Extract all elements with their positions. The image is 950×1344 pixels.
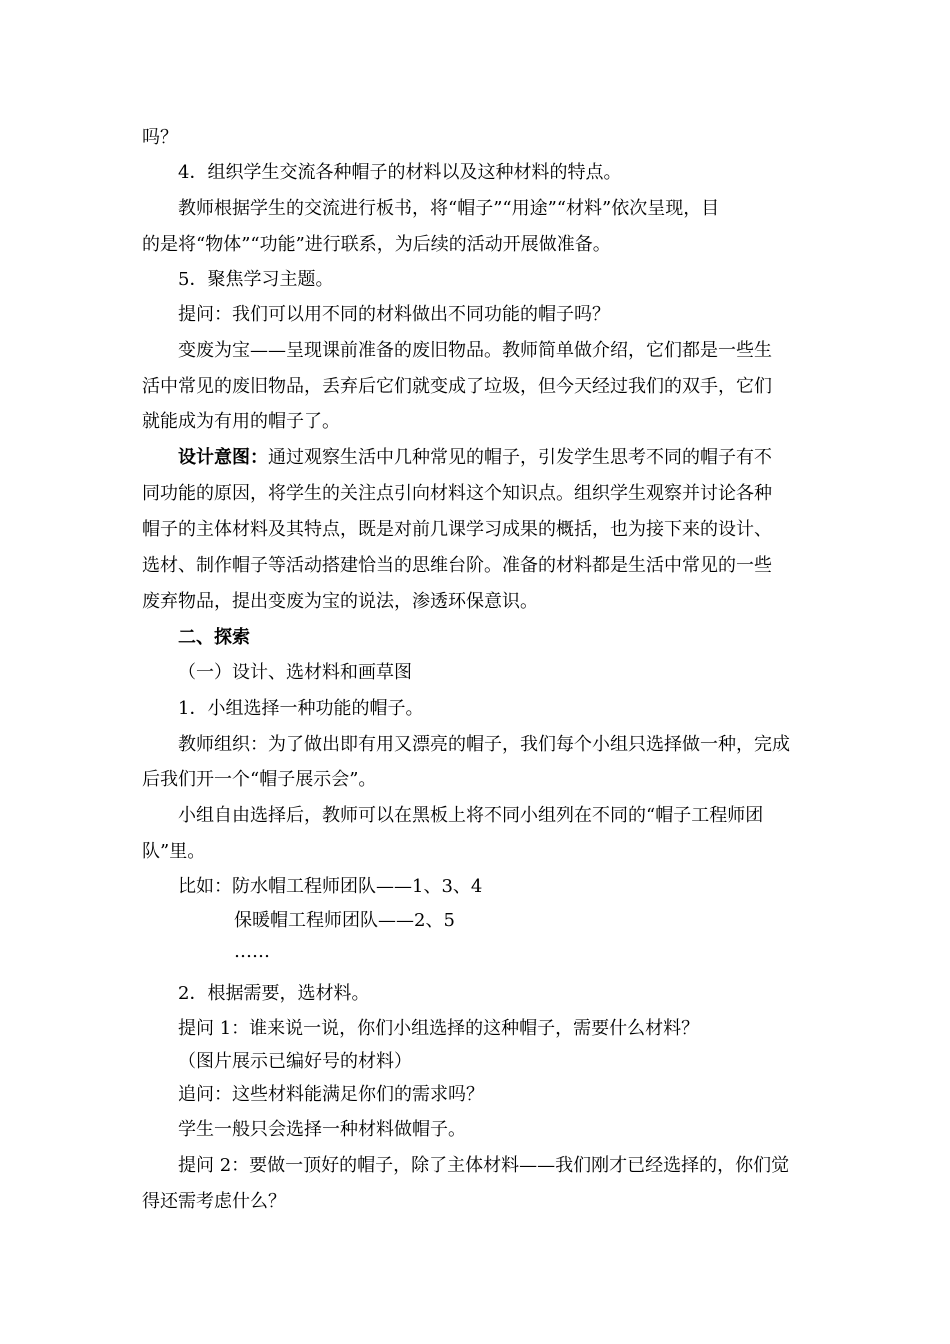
design-intent-text: 通过观察生活中几种常见的帽子，引发学生思考不同的帽子有不 xyxy=(268,447,772,468)
paragraph-line: 废弃物品，提出变废为宝的说法，渗透环保意识。 xyxy=(142,591,538,612)
ellipsis-line: …… xyxy=(234,941,270,962)
paragraph-line: 提问 2：要做一顶好的帽子，除了主体材料——我们刚才已经选择的，你们觉 xyxy=(178,1155,790,1176)
example-line: 保暖帽工程师团队——2、5 xyxy=(234,910,455,931)
paragraph-line: 得还需考虑什么？ xyxy=(142,1191,286,1212)
paragraph-line: 帽子的主体材料及其特点，既是对前几课学习成果的概括，也为接下来的设计、 xyxy=(142,519,772,540)
paragraph-line: 提问：我们可以用不同的材料做出不同功能的帽子吗？ xyxy=(178,304,610,325)
paragraph-line: 活中常见的废旧物品，丢弃后它们就变成了垃圾，但今天经过我们的双手，它们 xyxy=(142,376,772,397)
paragraph-line: 后我们开一个“帽子展示会”。 xyxy=(142,769,377,790)
paragraph-line: 5．聚焦学习主题。 xyxy=(178,269,334,290)
paragraph-line: 的是将“物体”“功能”进行联系，为后续的活动开展做准备。 xyxy=(142,234,611,255)
paragraph-line: （图片展示已编好号的材料） xyxy=(178,1051,412,1072)
paragraph-line: 队”里。 xyxy=(142,841,206,862)
paragraph-line: 学生一般只会选择一种材料做帽子。 xyxy=(178,1119,466,1140)
paragraph-line: 选材、制作帽子等活动搭建恰当的思维台阶。准备的材料都是生活中常见的一些 xyxy=(142,555,772,576)
paragraph-line: 2．根据需要，选材料。 xyxy=(178,983,370,1004)
paragraph-line: 追问：这些材料能满足你们的需求吗？ xyxy=(178,1084,484,1105)
paragraph-line: 吗？ xyxy=(142,127,178,148)
paragraph-line: 教师根据学生的交流进行板书，将“帽子”“用途”“材料”依次呈现，目 xyxy=(178,198,720,219)
section-heading: 二、探索 xyxy=(178,627,250,648)
paragraph-line: 提问 1：谁来说一说，你们小组选择的这种帽子，需要什么材料？ xyxy=(178,1018,700,1039)
example-line: 比如：防水帽工程师团队——1、3、4 xyxy=(178,876,483,897)
paragraph-line: 变废为宝——呈现课前准备的废旧物品。教师简单做介绍，它们都是一些生 xyxy=(178,340,772,361)
subsection-heading: （一）设计、选材料和画草图 xyxy=(178,662,412,683)
paragraph-line: 就能成为有用的帽子了。 xyxy=(142,411,340,432)
design-intent-label: 设计意图： xyxy=(178,447,268,468)
design-intent-line xyxy=(178,446,772,470)
paragraph-line: 教师组织：为了做出即有用又漂亮的帽子，我们每个小组只选择做一种，完成 xyxy=(178,734,790,755)
paragraph-line: 同功能的原因，将学生的关注点引向材料这个知识点。组织学生观察并讨论各种 xyxy=(142,483,772,504)
paragraph-line: 1．小组选择一种功能的帽子。 xyxy=(178,698,424,719)
paragraph-line: 4．组织学生交流各种帽子的材料以及这种材料的特点。 xyxy=(178,162,622,183)
paragraph-line: 小组自由选择后，教师可以在黑板上将不同小组列在不同的“帽子工程师团 xyxy=(178,805,764,826)
